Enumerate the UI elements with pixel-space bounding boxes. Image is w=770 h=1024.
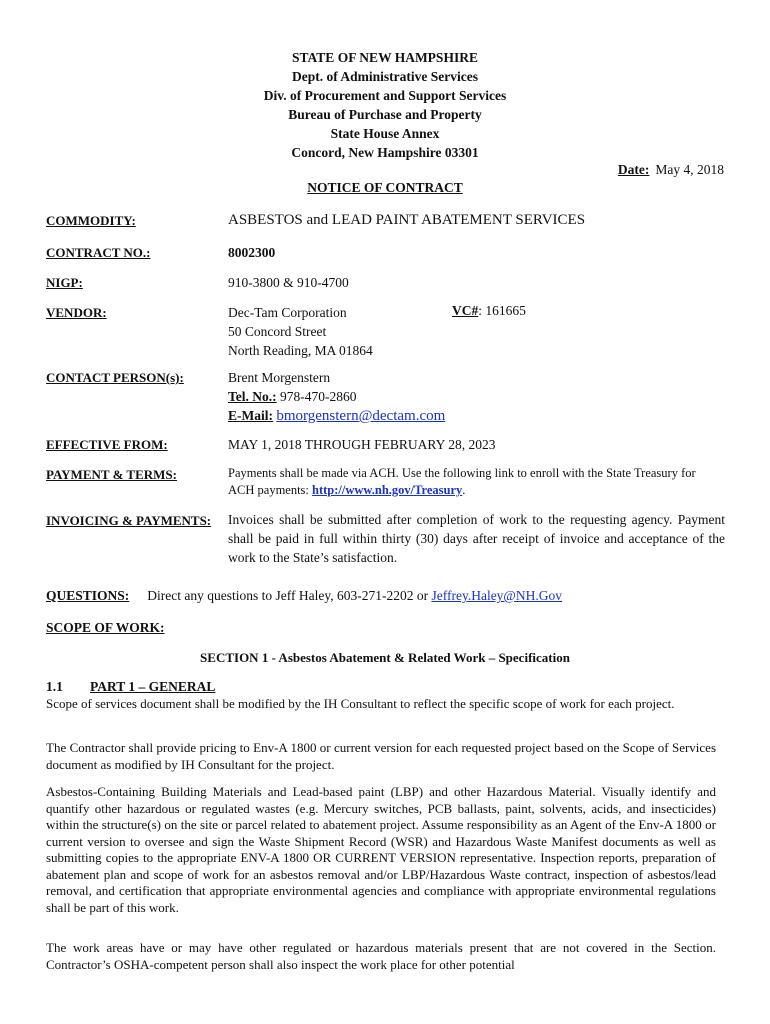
vendor-code	[452, 303, 526, 319]
contact-email	[228, 406, 445, 426]
contact-email-link[interactable]: bmorgenstern@dectam.com	[276, 408, 446, 424]
header-line-bureau: Bureau of Purchase and Property	[288, 107, 482, 122]
invoicing-text: Invoices shall be submitted after completion of work to the requesting agency. Payment shall be paid in full within thirty (30) days after receipt of invoice and acceptance of the work to the State’s satisfaction.	[228, 512, 725, 565]
header-line-division: Div. of Procurement and Support Services	[263, 88, 507, 103]
questions-email-link[interactable]: Jeffrey.Haley@NH.Gov	[431, 588, 562, 603]
vc-value: : 161665	[478, 303, 526, 318]
contract-no-value: 8002300	[228, 245, 276, 260]
header-line-dept: Dept. of Administrative Services	[292, 69, 478, 84]
header-line-city: Concord, New Hampshire 03301	[291, 145, 479, 160]
paragraph-pricing: The Contractor shall provide pricing to Env-A 1800 or current version for each requested project based on the Scope of Services document as modified by IH Consultant for the project.	[46, 740, 716, 772]
commodity-label: COMMODITY:	[46, 213, 136, 228]
agency-header	[0, 48, 770, 162]
payment-body: Payments shall be made via ACH. Use the following link to enroll with the State Treasury for ACH payments:	[228, 466, 696, 497]
effective-label: EFFECTIVE FROM:	[46, 437, 168, 452]
paragraph-hazardous-materials: Asbestos-Containing Building Materials and Lead-based paint (LBP) and other Hazardous Material. Visually identify and quantify other hazardous or regulated wastes (e.g. Mercury switches, PCB ballasts, paint, solvents, acids, and insecticides) within the structure(s) on the site or parcel related to abatement project. Assume responsibility as an Agent of the Env-A 1800 or current version to oversee and sign the Waste Shipment Record (WSR) and Hazardous Waste Manifest documents as well as submitting copies to the appropriate ENV-A 1800 OR CURRENT VERSION representative. Inspection reports, preparation of abatement plan and scope of work for an asbestos removal and/or LBP/Hazardous Waste contract, inspection of asbestos/lead removal, and certification that appropriate environmental agencies and compliance with appropriate environmental regulations shall be part of this work.	[46, 784, 716, 915]
header-line-state: STATE OF NEW HAMPSHIRE	[292, 50, 478, 65]
paragraph-scope-services: Scope of services document shall be modified by the IH Consultant to reflect the specific scope of work for each project.	[46, 696, 675, 711]
date-value: May 4, 2018	[655, 162, 724, 177]
effective-value: MAY 1, 2018 THROUGH FEBRUARY 28, 2023	[228, 437, 496, 452]
section-title: SECTION 1 - Asbestos Abatement & Related Work – Specification	[200, 650, 570, 665]
header-line-annex: State House Annex	[330, 126, 440, 141]
vendor-street: 50 Concord Street	[228, 324, 327, 339]
contract-no-label: CONTRACT NO.:	[46, 245, 151, 260]
questions-line	[46, 588, 562, 604]
payment-end: .	[462, 483, 466, 497]
contact-details	[228, 368, 445, 426]
part-heading	[46, 679, 215, 695]
vc-label: VC#	[452, 303, 479, 318]
questions-text: Direct any questions to Jeff Haley, 603-271-2202 or	[147, 588, 432, 603]
vendor-address	[228, 303, 373, 360]
contact-name: Brent Morgenstern	[228, 370, 331, 385]
questions-label: QUESTIONS:	[46, 588, 130, 603]
payment-label: PAYMENT & TERMS:	[46, 467, 177, 482]
part-number: 1.1	[46, 679, 63, 694]
invoicing-label: INVOICING & PAYMENTS:	[46, 513, 212, 528]
vendor-city: North Reading, MA 01864	[228, 343, 373, 358]
tel-label: Tel. No.:	[228, 389, 277, 404]
nigp-value: 910-3800 & 910-4700	[228, 275, 349, 290]
nigp-label: NIGP:	[46, 275, 83, 290]
email-label: E-Mail:	[228, 408, 273, 423]
vendor-name: Dec-Tam Corporation	[228, 305, 347, 320]
contact-tel	[228, 387, 445, 406]
date-label: Date:	[617, 162, 650, 177]
commodity-value: ASBESTOS and LEAD PAINT ABATEMENT SERVICES	[228, 212, 586, 228]
tel-value: 978-470-2860	[280, 389, 357, 404]
contact-label: CONTACT PERSON(s):	[46, 370, 184, 385]
scope-title: SCOPE OF WORK:	[46, 620, 165, 635]
payment-text	[228, 465, 718, 499]
treasury-link[interactable]: http://www.nh.gov/Treasury	[312, 483, 463, 497]
notice-date	[618, 162, 724, 178]
notice-title: NOTICE OF CONTRACT	[307, 180, 463, 195]
paragraph-work-areas: The work areas have or may have other regulated or hazardous materials present that are not covered in the Section. Contractor’s OSHA-competent person shall also inspect the work place for other potential	[46, 940, 716, 972]
vendor-label: VENDOR:	[46, 305, 107, 320]
part-title: PART 1 – GENERAL	[90, 679, 216, 694]
